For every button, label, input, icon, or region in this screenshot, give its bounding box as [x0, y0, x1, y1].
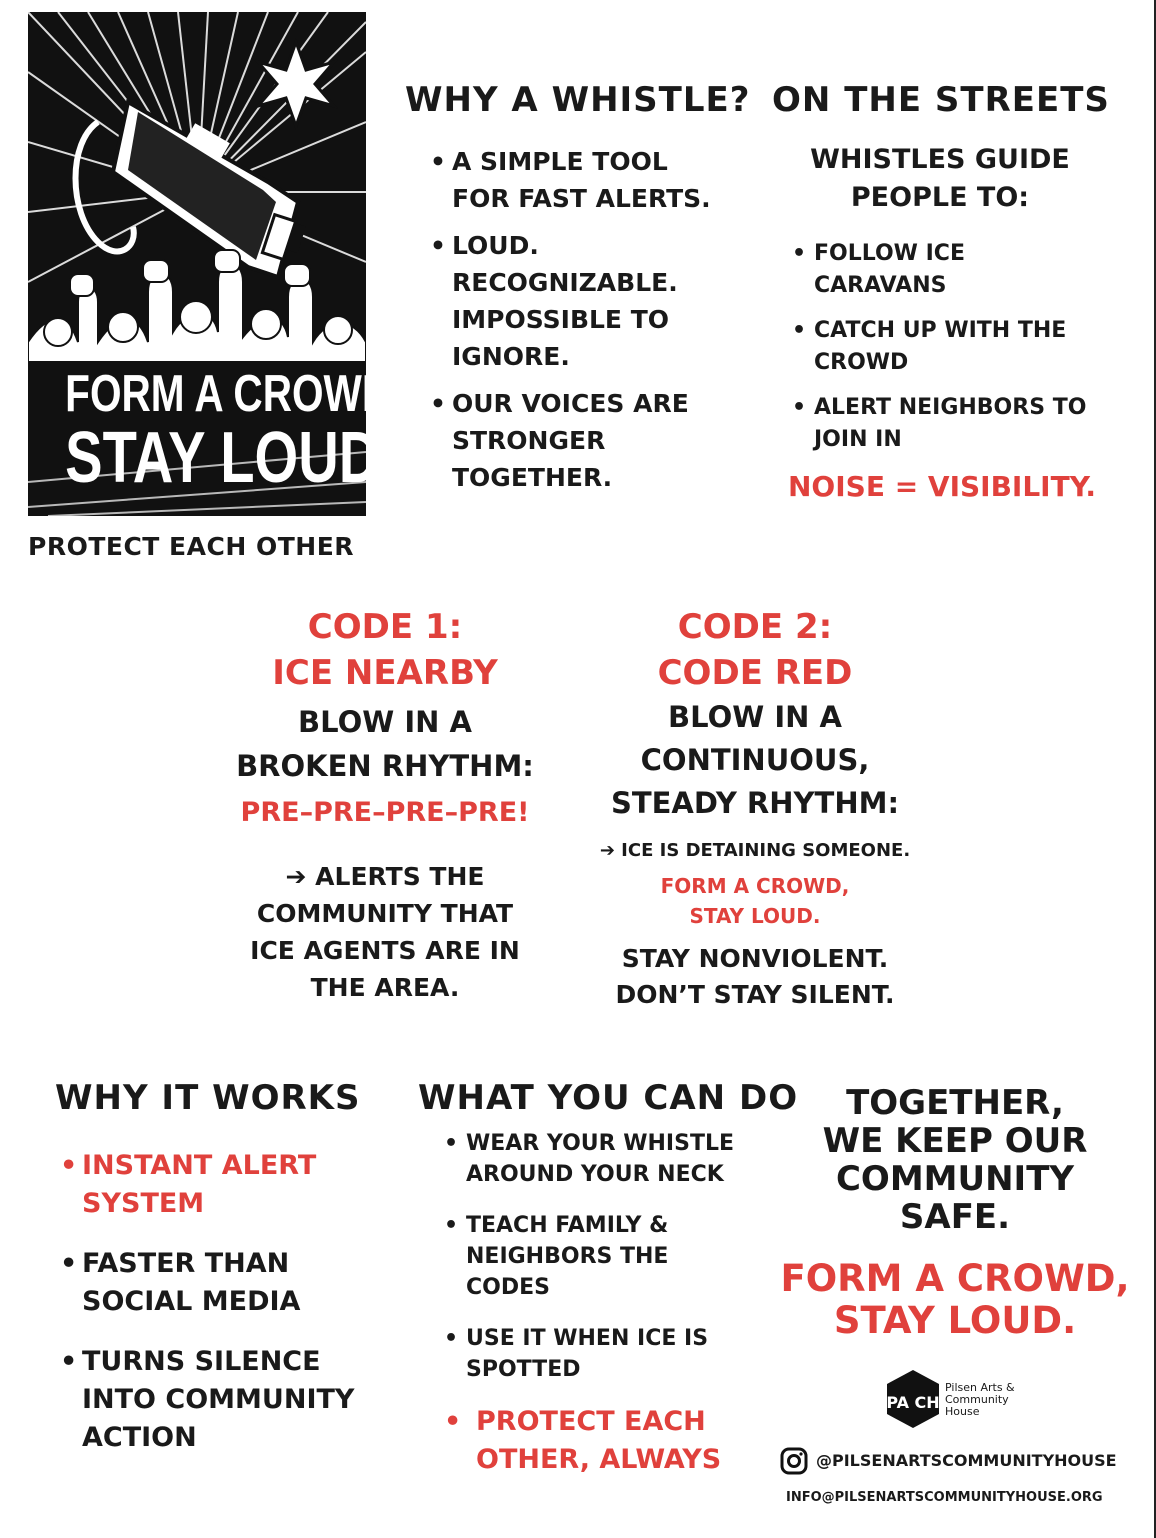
org-name	[945, 1382, 1015, 1418]
why-works-list	[60, 1147, 380, 1457]
item-line: FOR FAST ALERTS.	[452, 184, 711, 213]
code2-block	[595, 604, 915, 1013]
noise-visibility-tagline: NOISE = VISIBILITY.	[788, 470, 1096, 503]
item-line: ACTION	[82, 1422, 197, 1453]
logo-letters: PA CH	[886, 1393, 940, 1412]
code1-instruction-line1: BLOW IN A	[298, 705, 472, 739]
org-name-line2: Community	[945, 1393, 1009, 1406]
why-works-item	[60, 1343, 380, 1457]
slogan	[780, 1258, 1130, 1342]
code2-closing-line1: STAY NONVIOLENT.	[621, 944, 889, 973]
slogan-line1: FORM A CROWD,	[780, 1257, 1130, 1300]
together-line: WE KEEP OUR	[822, 1121, 1088, 1161]
code2-closing-line2: DON’T STAY SILENT.	[615, 980, 895, 1009]
why-whistle-list	[430, 143, 760, 496]
item-line: • PROTECT EACH	[476, 1406, 706, 1437]
together-line: SAFE.	[899, 1197, 1011, 1237]
code1-label: CODE 1:	[307, 607, 463, 647]
item-line: IGNORE.	[452, 342, 570, 371]
why-works-item	[60, 1245, 380, 1321]
why-whistle-item	[430, 227, 760, 375]
code2-note: ➔ ICE IS DETAINING SOMEONE.	[599, 840, 911, 861]
item-line: RECOGNIZABLE.	[452, 268, 678, 297]
what-to-do-item	[444, 1210, 764, 1303]
together-statement	[790, 1084, 1120, 1236]
instagram-icon	[780, 1447, 808, 1475]
code1-block	[225, 604, 545, 1006]
item-line: IMPOSSIBLE TO	[452, 305, 670, 334]
poster-artwork	[28, 12, 392, 516]
item-line: JOIN IN	[814, 427, 902, 452]
contact-email[interactable]: INFO@PILSENARTSCOMMUNITYHOUSE.ORG	[786, 1490, 1103, 1505]
code1-note	[225, 858, 545, 1006]
item-line: • A SIMPLE TOOL	[452, 147, 668, 176]
note-line: ICE AGENTS ARE IN	[250, 936, 520, 965]
why-works-item-highlight	[60, 1147, 380, 1223]
item-line: • TEACH FAMILY &	[466, 1213, 669, 1238]
item-line: • INSTANT ALERT	[82, 1150, 317, 1181]
item-line: TOGETHER.	[452, 463, 613, 492]
code2-action-line2: STAY LOUD.	[689, 904, 821, 928]
star-icon	[258, 42, 334, 126]
item-line: • OUR VOICES ARE	[452, 389, 689, 418]
poster-title-line2: STAY LOUD	[65, 418, 380, 498]
note-line: THE AREA.	[310, 973, 460, 1002]
what-to-do-item	[444, 1323, 764, 1385]
item-line: CROWD	[814, 350, 909, 375]
what-to-do-final-item	[444, 1403, 764, 1479]
item-line: • USE IT WHEN ICE IS	[466, 1326, 709, 1351]
poster-title-line1: FORM A CROWD	[65, 365, 392, 423]
note-line: COMMUNITY THAT	[256, 899, 514, 928]
item-line: INTO COMMUNITY	[82, 1384, 355, 1415]
on-streets-heading: ON THE STREETS	[772, 80, 1110, 120]
item-line: OTHER, ALWAYS	[476, 1444, 722, 1475]
item-line: • FOLLOW ICE	[814, 241, 965, 266]
what-to-do-list	[444, 1128, 764, 1479]
item-line: • ALERT NEIGHBORS TO	[814, 395, 1087, 420]
item-line: AROUND YOUR NECK	[466, 1162, 724, 1187]
code2-instruction-line: CONTINUOUS,	[640, 743, 870, 777]
why-works-heading: WHY IT WORKS	[55, 1078, 361, 1118]
code2-instruction-line: BLOW IN A	[668, 700, 842, 734]
item-line: CARAVANS	[814, 273, 947, 298]
code1-instruction-line2: BROKEN RHYTHM:	[236, 749, 534, 783]
pach-logo-icon	[884, 1368, 942, 1430]
on-streets-intro-line2: PEOPLE TO:	[850, 182, 1030, 213]
note-line: ➔ ALERTS THE	[285, 862, 485, 891]
item-line: • TURNS SILENCE	[82, 1346, 321, 1377]
code1-sound: PRE–PRE–PRE–PRE!	[240, 797, 530, 828]
on-streets-item	[792, 392, 1112, 456]
on-streets-intro-line1: WHISTLES GUIDE	[810, 144, 1070, 175]
what-to-do-heading: WHAT YOU CAN DO	[418, 1078, 799, 1118]
instagram-handle[interactable]: @PILSENARTSCOMMUNITYHOUSE	[816, 1451, 1117, 1470]
item-line: • FASTER THAN	[82, 1248, 290, 1279]
together-line: TOGETHER,	[846, 1083, 1064, 1123]
item-line: • CATCH UP WITH THE	[814, 318, 1067, 343]
org-name-line3: House	[945, 1405, 980, 1418]
why-whistle-item	[430, 143, 760, 217]
code1-name: ICE NEARBY	[272, 653, 498, 693]
on-streets-item	[792, 315, 1112, 379]
raised-fists-crowd-icon	[28, 250, 366, 362]
what-to-do-item	[444, 1128, 764, 1190]
on-streets-item	[792, 238, 1112, 302]
item-line: STRONGER	[452, 426, 606, 455]
item-line: SOCIAL MEDIA	[82, 1286, 301, 1317]
item-line: CODES	[466, 1275, 550, 1300]
poster-caption: PROTECT EACH OTHER	[28, 532, 355, 561]
code2-instruction-line: STEADY RHYTHM:	[610, 786, 900, 820]
on-streets-list	[792, 238, 1112, 456]
code2-action-line1: FORM A CROWD,	[660, 874, 850, 898]
why-whistle-heading: WHY A WHISTLE?	[405, 80, 751, 120]
item-line: SPOTTED	[466, 1357, 581, 1382]
item-line: SYSTEM	[82, 1188, 205, 1219]
together-line: COMMUNITY	[835, 1159, 1075, 1199]
item-line: NEIGHBORS THE	[466, 1244, 669, 1269]
slogan-line2: STAY LOUD.	[833, 1299, 1077, 1342]
code2-name: CODE RED	[657, 653, 853, 693]
item-line: • WEAR YOUR WHISTLE	[466, 1131, 734, 1156]
code2-label: CODE 2:	[677, 607, 833, 647]
item-line: • LOUD.	[452, 231, 539, 260]
why-whistle-item	[430, 385, 760, 496]
org-name-line1: Pilsen Arts &	[945, 1381, 1015, 1394]
